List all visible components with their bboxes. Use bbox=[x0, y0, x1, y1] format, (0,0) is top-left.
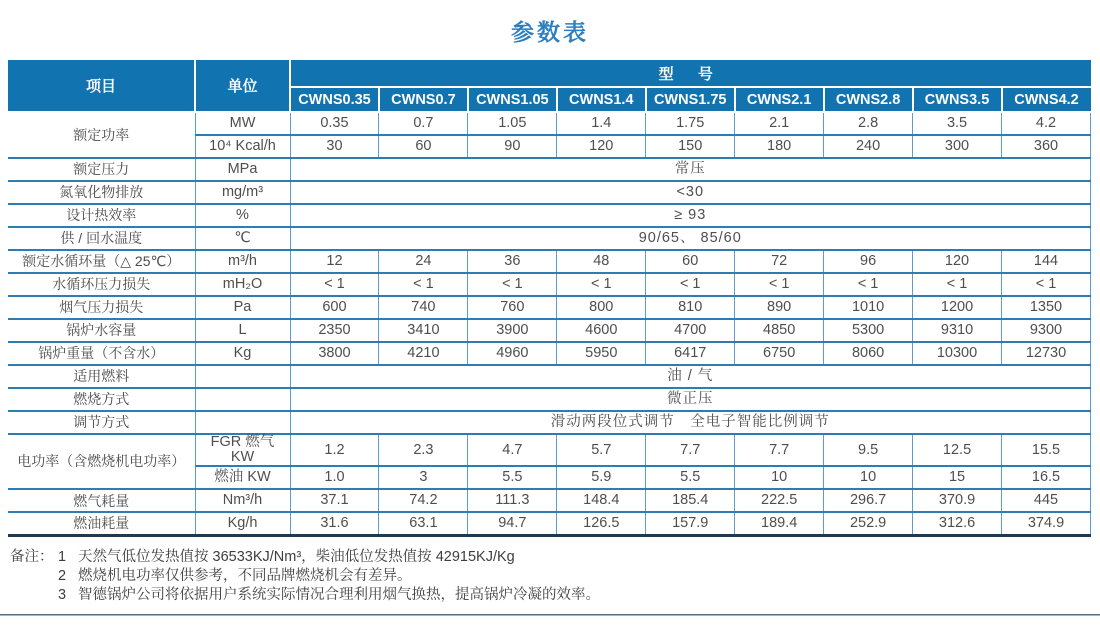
cell-value: 240 bbox=[824, 135, 913, 158]
cell-value: 4210 bbox=[379, 342, 468, 365]
row-label: 适用燃料 bbox=[8, 365, 195, 388]
cell-value: 4600 bbox=[557, 319, 646, 342]
cell-value: 810 bbox=[646, 296, 735, 319]
spec-sheet-page bbox=[0, 14, 1100, 616]
cell-value: 1200 bbox=[913, 296, 1002, 319]
cell-value: 2350 bbox=[290, 319, 379, 342]
table-row bbox=[8, 489, 1091, 512]
cell-value: 1.75 bbox=[646, 112, 735, 135]
cell-value: < 1 bbox=[557, 273, 646, 296]
note-text: 智德锅炉公司将依据用户系统实际情况合理利用烟气换热，提高锅炉冷凝的效率。 bbox=[78, 586, 600, 603]
merged-value: 微正压 bbox=[290, 388, 1091, 411]
row-unit: 10⁴ Kcal/h bbox=[195, 135, 290, 158]
cell-value: 24 bbox=[379, 250, 468, 273]
column-header-model-group: 型 号 bbox=[290, 60, 1091, 87]
row-label: 额定压力 bbox=[8, 158, 195, 181]
row-unit: L bbox=[195, 319, 290, 342]
cell-value: 370.9 bbox=[913, 489, 1002, 512]
table-header bbox=[8, 60, 1091, 112]
table-row bbox=[8, 319, 1091, 342]
notes-label: 备注： bbox=[10, 548, 54, 565]
bottom-divider bbox=[0, 614, 1100, 616]
cell-value: 5300 bbox=[824, 319, 913, 342]
cell-value: 4.2 bbox=[1002, 112, 1091, 135]
cell-value: 740 bbox=[379, 296, 468, 319]
cell-value: 37.1 bbox=[290, 489, 379, 512]
cell-value: 90 bbox=[468, 135, 557, 158]
note-number: 2 bbox=[58, 567, 67, 584]
cell-value: 12 bbox=[290, 250, 379, 273]
cell-value: 8060 bbox=[824, 342, 913, 365]
merged-value: ≥ 93 bbox=[290, 204, 1091, 227]
merged-value: 90/65、 85/60 bbox=[290, 227, 1091, 250]
cell-value: 74.2 bbox=[379, 489, 468, 512]
cell-value: 6417 bbox=[646, 342, 735, 365]
cell-value: 1.4 bbox=[557, 112, 646, 135]
row-unit bbox=[195, 411, 290, 434]
cell-value: 800 bbox=[557, 296, 646, 319]
cell-value: 252.9 bbox=[824, 512, 913, 535]
merged-value: 油 / 气 bbox=[290, 365, 1091, 388]
row-unit: Pa bbox=[195, 296, 290, 319]
cell-value: 222.5 bbox=[735, 489, 824, 512]
cell-value: 180 bbox=[735, 135, 824, 158]
row-unit: MW bbox=[195, 112, 290, 135]
cell-value: 148.4 bbox=[557, 489, 646, 512]
row-unit bbox=[195, 365, 290, 388]
cell-value: 5.7 bbox=[557, 434, 646, 466]
note-indent bbox=[10, 567, 58, 586]
row-label: 调节方式 bbox=[8, 411, 195, 434]
note-text: 燃烧机电功率仅供参考，不同品牌燃烧机会有差异。 bbox=[78, 567, 412, 584]
table-row bbox=[8, 342, 1091, 365]
cell-value: 890 bbox=[735, 296, 824, 319]
cell-value: 3.5 bbox=[913, 112, 1002, 135]
cell-value: 36 bbox=[468, 250, 557, 273]
cell-value: < 1 bbox=[468, 273, 557, 296]
cell-value: 1010 bbox=[824, 296, 913, 319]
cell-value: 2.3 bbox=[379, 434, 468, 466]
cell-value: 15 bbox=[913, 466, 1002, 489]
cell-value: 10300 bbox=[913, 342, 1002, 365]
note-number: 3 bbox=[58, 586, 67, 603]
column-header-model: CWNS3.5 bbox=[913, 87, 1002, 112]
cell-value: 7.7 bbox=[646, 434, 735, 466]
cell-value: < 1 bbox=[913, 273, 1002, 296]
row-label: 设计热效率 bbox=[8, 204, 195, 227]
cell-value: 189.4 bbox=[735, 512, 824, 535]
merged-value: <30 bbox=[290, 181, 1091, 204]
cell-value: 445 bbox=[1002, 489, 1091, 512]
cell-value: 185.4 bbox=[646, 489, 735, 512]
table-row bbox=[8, 434, 1091, 466]
cell-value: < 1 bbox=[1002, 273, 1091, 296]
row-unit: 燃油 KW bbox=[195, 466, 290, 489]
cell-value: 3410 bbox=[379, 319, 468, 342]
cell-value: 72 bbox=[735, 250, 824, 273]
cell-value: 60 bbox=[379, 135, 468, 158]
cell-value: 360 bbox=[1002, 135, 1091, 158]
cell-value: 9300 bbox=[1002, 319, 1091, 342]
column-header-model: CWNS1.05 bbox=[468, 87, 557, 112]
merged-value: 常压 bbox=[290, 158, 1091, 181]
row-unit: % bbox=[195, 204, 290, 227]
table-row bbox=[8, 158, 1091, 181]
cell-value: 5.5 bbox=[646, 466, 735, 489]
cell-value: 157.9 bbox=[646, 512, 735, 535]
page-title: 参数表 bbox=[511, 19, 589, 45]
row-unit bbox=[195, 388, 290, 411]
row-unit: Kg/h bbox=[195, 512, 290, 535]
row-label: 燃烧方式 bbox=[8, 388, 195, 411]
row-unit: m³/h bbox=[195, 250, 290, 273]
table-row bbox=[8, 112, 1091, 135]
cell-value: 3 bbox=[379, 466, 468, 489]
header-group-row bbox=[8, 60, 1091, 87]
column-header-model: CWNS1.75 bbox=[646, 87, 735, 112]
row-label: 锅炉重量（不含水） bbox=[8, 342, 195, 365]
note-text: 天然气低位发热值按 36533KJ/Nm³，柴油低位发热值按 42915KJ/Kg bbox=[78, 548, 515, 565]
row-label: 氮氧化物排放 bbox=[8, 181, 195, 204]
cell-value: 374.9 bbox=[1002, 512, 1091, 535]
cell-value: 5.5 bbox=[468, 466, 557, 489]
cell-value: < 1 bbox=[379, 273, 468, 296]
cell-value: 48 bbox=[557, 250, 646, 273]
cell-value: 10 bbox=[735, 466, 824, 489]
row-label: 额定水循环量（△ 25℃） bbox=[8, 250, 195, 273]
cell-value: < 1 bbox=[646, 273, 735, 296]
table-row bbox=[8, 250, 1091, 273]
row-unit: mH₂O bbox=[195, 273, 290, 296]
cell-value: 5.9 bbox=[557, 466, 646, 489]
merged-value: 滑动两段位式调节 全电子智能比例调节 bbox=[290, 411, 1091, 434]
cell-value: < 1 bbox=[735, 273, 824, 296]
divider-light-line bbox=[0, 615, 1100, 616]
cell-value: < 1 bbox=[290, 273, 379, 296]
row-label: 烟气压力损失 bbox=[8, 296, 195, 319]
cell-value: 31.6 bbox=[290, 512, 379, 535]
row-label: 水循环压力损失 bbox=[8, 273, 195, 296]
cell-value: 120 bbox=[913, 250, 1002, 273]
cell-value: 4700 bbox=[646, 319, 735, 342]
column-header-model: CWNS2.8 bbox=[824, 87, 913, 112]
column-header-unit: 单位 bbox=[195, 60, 290, 112]
cell-value: 12.5 bbox=[913, 434, 1002, 466]
row-unit: ℃ bbox=[195, 227, 290, 250]
column-header-model: CWNS0.35 bbox=[290, 87, 379, 112]
cell-value: 63.1 bbox=[379, 512, 468, 535]
row-unit: MPa bbox=[195, 158, 290, 181]
cell-value: 1350 bbox=[1002, 296, 1091, 319]
cell-value: 16.5 bbox=[1002, 466, 1091, 489]
cell-value: 126.5 bbox=[557, 512, 646, 535]
cell-value: 1.05 bbox=[468, 112, 557, 135]
cell-value: 120 bbox=[557, 135, 646, 158]
cell-value: 2.1 bbox=[735, 112, 824, 135]
cell-value: 4.7 bbox=[468, 434, 557, 466]
table-row bbox=[8, 181, 1091, 204]
cell-value: 3800 bbox=[290, 342, 379, 365]
cell-value: 150 bbox=[646, 135, 735, 158]
parameter-table bbox=[8, 60, 1091, 537]
row-unit: Nm³/h bbox=[195, 489, 290, 512]
cell-value: 296.7 bbox=[824, 489, 913, 512]
cell-value: 1.0 bbox=[290, 466, 379, 489]
cell-value: 7.7 bbox=[735, 434, 824, 466]
column-header-model: CWNS2.1 bbox=[735, 87, 824, 112]
cell-value: 5950 bbox=[557, 342, 646, 365]
cell-value: 300 bbox=[913, 135, 1002, 158]
cell-value: 4960 bbox=[468, 342, 557, 365]
table-row bbox=[8, 365, 1091, 388]
cell-value: 3900 bbox=[468, 319, 557, 342]
note-indent bbox=[10, 586, 58, 605]
cell-value: 15.5 bbox=[1002, 434, 1091, 466]
column-header-model: CWNS1.4 bbox=[557, 87, 646, 112]
note-number: 1 bbox=[58, 548, 67, 565]
column-header-model: CWNS0.7 bbox=[379, 87, 468, 112]
cell-value: 10 bbox=[824, 466, 913, 489]
row-label: 燃气耗量 bbox=[8, 489, 195, 512]
table-row bbox=[8, 411, 1091, 434]
note-line bbox=[10, 567, 1100, 586]
cell-value: 312.6 bbox=[913, 512, 1002, 535]
row-unit: Kg bbox=[195, 342, 290, 365]
cell-value: < 1 bbox=[824, 273, 913, 296]
cell-value: 6750 bbox=[735, 342, 824, 365]
cell-value: 111.3 bbox=[468, 489, 557, 512]
column-header-item: 项目 bbox=[8, 60, 195, 112]
cell-value: 94.7 bbox=[468, 512, 557, 535]
cell-value: 2.8 bbox=[824, 112, 913, 135]
table-row bbox=[8, 273, 1091, 296]
row-unit: mg/m³ bbox=[195, 181, 290, 204]
cell-value: 9.5 bbox=[824, 434, 913, 466]
cell-value: 0.7 bbox=[379, 112, 468, 135]
note-line bbox=[10, 586, 1100, 605]
table-row bbox=[8, 512, 1091, 535]
cell-value: 9310 bbox=[913, 319, 1002, 342]
cell-value: 12730 bbox=[1002, 342, 1091, 365]
cell-value: 0.35 bbox=[290, 112, 379, 135]
cell-value: 30 bbox=[290, 135, 379, 158]
row-label: 电功率（含燃烧机电功率） bbox=[8, 434, 195, 489]
cell-value: 60 bbox=[646, 250, 735, 273]
cell-value: 1.2 bbox=[290, 434, 379, 466]
column-header-model: CWNS4.2 bbox=[1002, 87, 1091, 112]
cell-value: 760 bbox=[468, 296, 557, 319]
table-row bbox=[8, 227, 1091, 250]
row-label: 供 / 回水温度 bbox=[8, 227, 195, 250]
cell-value: 600 bbox=[290, 296, 379, 319]
cell-value: 96 bbox=[824, 250, 913, 273]
note-line bbox=[10, 548, 1100, 567]
table-row bbox=[8, 204, 1091, 227]
table-row bbox=[8, 296, 1091, 319]
row-label: 燃油耗量 bbox=[8, 512, 195, 535]
table-body bbox=[8, 112, 1091, 535]
cell-value: 144 bbox=[1002, 250, 1091, 273]
notes-block bbox=[10, 548, 1100, 605]
table-row bbox=[8, 388, 1091, 411]
row-unit: FGR 燃气 KW bbox=[195, 434, 290, 466]
cell-value: 4850 bbox=[735, 319, 824, 342]
row-label: 锅炉水容量 bbox=[8, 319, 195, 342]
row-label: 额定功率 bbox=[8, 112, 195, 158]
